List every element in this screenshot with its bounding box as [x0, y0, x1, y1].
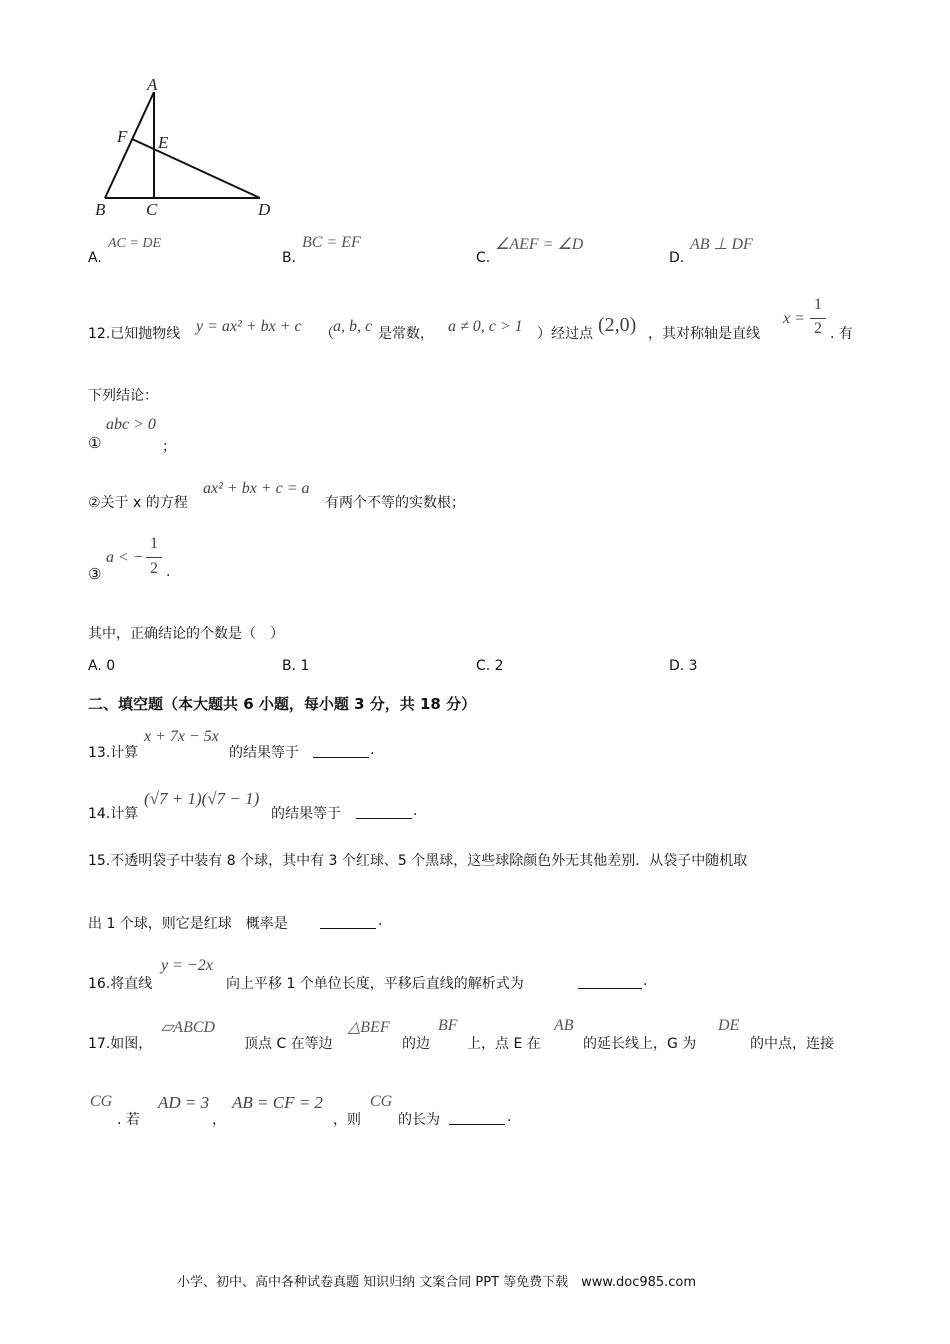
q17-text: . 若 — [117, 1112, 140, 1128]
q12-math: a, b, c — [333, 318, 373, 335]
conclusion-3-numerator: 1 — [150, 535, 158, 552]
conclusion-3-denominator: 2 — [150, 560, 158, 577]
q17-math: CG — [90, 1093, 113, 1110]
q15-line2: 出 1 个球，则它是红球 概率是 — [88, 916, 288, 932]
q12-line2: 下列结论： — [88, 388, 158, 404]
label-d: D — [258, 200, 271, 219]
fraction-bar — [810, 318, 826, 319]
label-f: F — [117, 127, 128, 146]
q17-math: AB — [554, 1017, 574, 1034]
q16-math: y = −2x — [161, 957, 213, 974]
conclusion-3-lhs: a < − — [106, 549, 144, 566]
q17-text: 上，点 E 在 — [467, 1036, 541, 1052]
conclusion-2-text: ②关于 x 的方程 — [88, 495, 188, 511]
q15-line1: 15.不透明袋子中装有 8 个球，其中有 3 个红球、5 个黑球，这些球除颜色外无其他差别．从袋子中随机取 — [88, 853, 748, 869]
q17-text: 17.如图， — [88, 1036, 153, 1052]
q12-text: （ — [320, 326, 334, 342]
q12-text: 是常数， — [378, 326, 434, 342]
q17-math: DE — [718, 1017, 740, 1034]
q16-text: 16.将直线 — [88, 976, 153, 992]
q17-math: AB = CF = 2 — [232, 1093, 323, 1112]
q14-text: 的结果等于 — [271, 806, 341, 822]
conclusion-3-mark: ③ — [88, 565, 102, 583]
q12-text: . 有 — [830, 326, 853, 342]
q16-end: . — [643, 973, 648, 989]
q12-option-a[interactable]: A. 0 — [88, 658, 116, 674]
q15-end: . — [378, 913, 383, 929]
section-heading: 二、填空题（本大题共 6 小题，每小题 3 分，共 18 分） — [88, 695, 477, 713]
q13-end: . — [370, 742, 375, 758]
q14-math: (√7 + 1)(√7 − 1) — [144, 789, 260, 808]
conclusion-2-end: 有两个不等的实数根； — [325, 495, 465, 511]
answer-blank[interactable] — [449, 1112, 505, 1125]
conclusion-1-mark: ① — [88, 434, 102, 452]
q13-text: 的结果等于 — [229, 745, 299, 761]
answer-blank[interactable] — [578, 976, 642, 989]
fraction-bar — [146, 557, 162, 558]
segment-fd — [132, 139, 260, 198]
q17-text: ，则 — [333, 1112, 361, 1128]
q14-end: . — [413, 803, 418, 819]
q17-text: ， — [212, 1112, 226, 1128]
q12-axis-lhs: x = — [783, 310, 805, 327]
q12-text: ，其对称轴是直线 — [648, 326, 760, 342]
q12-prompt: 其中，正确结论的个数是（ ） — [88, 626, 284, 642]
conclusion-3-end: . — [166, 564, 171, 580]
answer-blank[interactable] — [356, 806, 412, 819]
q12-option-c[interactable]: C. 2 — [476, 658, 504, 674]
q12-text: ）经过点 — [537, 326, 593, 342]
page-footer: 小学、初中、高中各种试卷真题 知识归纳 文案合同 PPT 等免费下载 www.doc985.com — [177, 1275, 697, 1290]
option-expr: AC = DE — [108, 236, 161, 251]
q17-math: AD = 3 — [158, 1093, 210, 1112]
q17-math: CG — [370, 1093, 393, 1110]
conclusion-1-end: ； — [162, 439, 176, 455]
q14-text: 14.计算 — [88, 806, 139, 822]
q12-axis-numerator: 1 — [814, 296, 822, 313]
label-b: B — [95, 200, 106, 219]
q12-math: a ≠ 0, c > 1 — [448, 318, 523, 335]
triangle-figure — [88, 72, 288, 222]
answer-blank[interactable] — [320, 916, 376, 929]
q17-math: △BEF — [348, 1019, 390, 1036]
q17-end: . — [507, 1109, 512, 1125]
q13-text: 13.计算 — [88, 745, 139, 761]
q17-text: 的延长线上，G 为 — [583, 1036, 697, 1052]
option-expr: ∠AEF = ∠D — [495, 236, 584, 253]
q12-axis-denominator: 2 — [814, 320, 822, 337]
q12-text: 12.已知抛物线 — [88, 326, 181, 342]
option-letter: C. — [476, 250, 491, 266]
q17-math: ▱ABCD — [161, 1019, 216, 1036]
label-e: E — [158, 133, 169, 152]
q17-math: BF — [438, 1017, 458, 1034]
q16-text: 向上平移 1 个单位长度，平移后直线的解析式为 — [226, 976, 524, 992]
option-letter: D. — [669, 250, 685, 266]
option-letter: B. — [282, 250, 297, 266]
q12-point: (2,0) — [598, 314, 637, 336]
conclusion-2-math: ax² + bx + c = a — [203, 480, 310, 497]
conclusion-1-math: abc > 0 — [106, 416, 156, 433]
option-letter: A. — [88, 250, 102, 266]
option-expr: AB ⊥ DF — [690, 236, 753, 253]
label-a: A — [147, 75, 158, 94]
option-expr: BC = EF — [302, 234, 361, 251]
label-c: C — [146, 200, 158, 219]
q17-text: 的长为 — [398, 1112, 440, 1128]
q12-option-d[interactable]: D. 3 — [669, 658, 698, 674]
q17-text: 的中点，连接 — [750, 1036, 834, 1052]
q12-option-b[interactable]: B. 1 — [282, 658, 310, 674]
answer-blank[interactable] — [313, 745, 369, 758]
q17-text: 顶点 C 在等边 — [244, 1036, 333, 1052]
q13-math: x + 7x − 5x — [144, 728, 219, 745]
q12-math: y = ax² + bx + c — [196, 318, 302, 335]
q17-text: 的边 — [402, 1036, 430, 1052]
